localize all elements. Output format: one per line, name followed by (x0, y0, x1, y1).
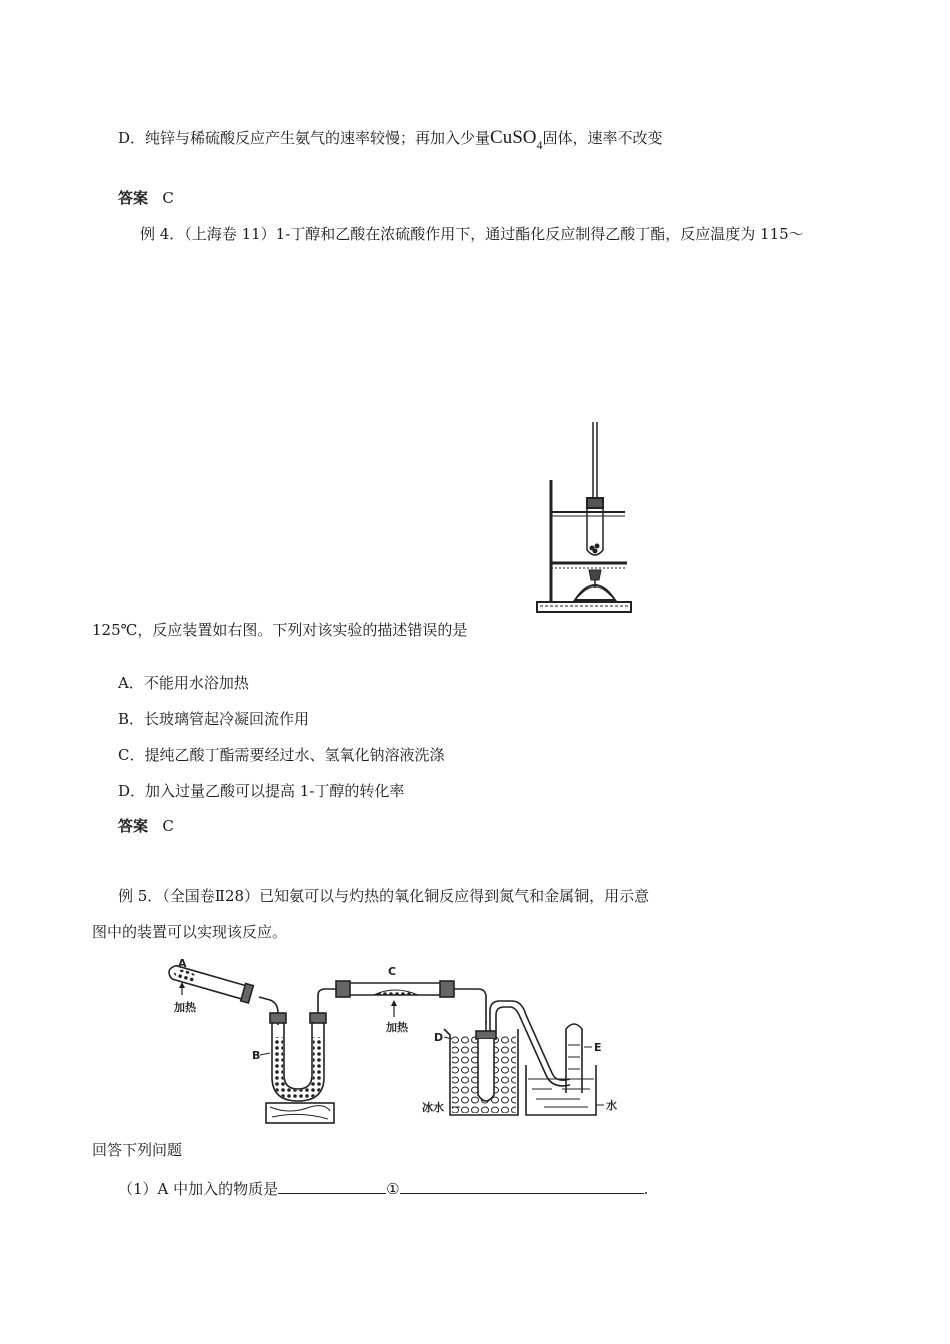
q1-marker: ① (386, 1180, 400, 1198)
example-4-intro: 例 4．（上海卷 11）1-丁醇和乙酸在浓硫酸作用下，通过酯化反应制得乙酸丁酯，反应温度为 115～ (140, 225, 804, 243)
answer-4 (118, 816, 174, 836)
example-5-prompt: 回答下列问题 (92, 1141, 183, 1159)
label-c: C (388, 965, 397, 978)
answer-3-value: C (162, 189, 174, 207)
answer-4-value: C (162, 817, 174, 835)
heat-a-label: 加热 (174, 1001, 196, 1014)
q3-option-d-text-before: D．纯锌与稀硫酸反应产生氨气的速率较慢；再加入少量 (118, 129, 491, 147)
example-4-option-d: D．加入过量乙酸可以提高 1-丁醇的转化率 (118, 782, 405, 800)
example-5-question-1 (118, 1177, 648, 1199)
heat-c-label: 加热 (386, 1021, 408, 1034)
example-5-intro: 例 5．（全国卷Ⅱ28）已知氨可以与灼热的氧化铜反应得到氮气和金属铜，用示意 (118, 887, 650, 905)
example-4-option-a: A．不能用水浴加热 (118, 674, 249, 692)
example-4-cont: 125℃，反应装置如右图。下列对该实验的描述错误的是 (92, 621, 468, 639)
reflux-apparatus-figure (535, 420, 635, 625)
label-e: E (594, 1041, 602, 1054)
q3-option-d (118, 128, 663, 155)
example-4-option-b: B．长玻璃管起冷凝回流作用 (118, 710, 310, 728)
q1-text: （1）A 中加入的物质是 (118, 1180, 279, 1198)
q1-answer-blank-1[interactable] (278, 1177, 386, 1194)
label-d: D (434, 1031, 444, 1044)
answer-3 (118, 188, 174, 208)
answer-4-label: 答案 (118, 817, 149, 835)
example-5-cont: 图中的装置可以实现该反应。 (92, 923, 288, 941)
cuso4-formula: CuSO$_4$ (490, 127, 543, 152)
ammonia-cuo-apparatus-diagram (160, 955, 630, 1125)
ice-water-label: 冰水 (422, 1101, 444, 1114)
q1-answer-blank-2[interactable] (400, 1177, 644, 1194)
q3-option-d-text-after: 固体，速率不改变 (542, 129, 663, 147)
example-4-option-c: C．提纯乙酸丁酯需要经过水、氢氧化钠溶液洗涤 (118, 746, 445, 764)
q1-end: . (643, 1180, 649, 1198)
label-b: B (252, 1049, 261, 1062)
answer-3-label: 答案 (118, 189, 149, 207)
water-label: 水 (606, 1099, 617, 1112)
label-a: A (178, 957, 187, 970)
